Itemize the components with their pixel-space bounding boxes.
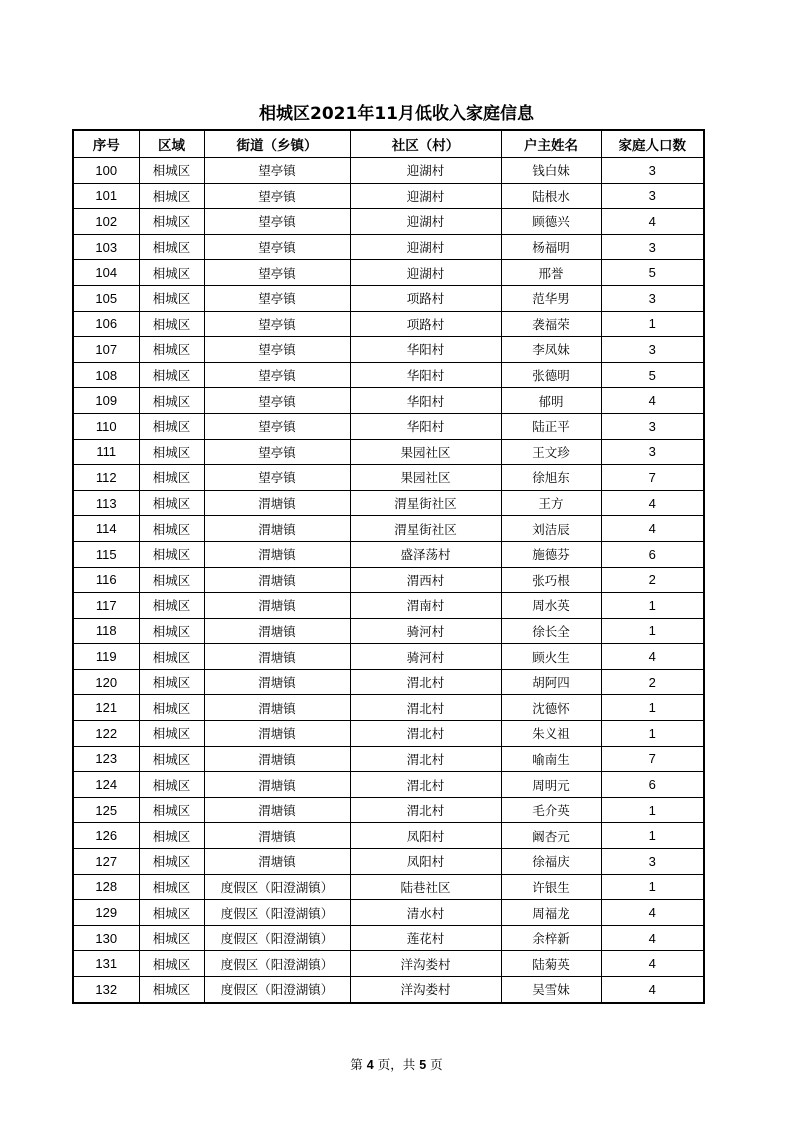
cell-index: 108: [73, 362, 139, 388]
cell-family-size: 1: [601, 797, 704, 823]
cell-community: 陆巷社区: [350, 874, 501, 900]
cell-area: 相城区: [139, 772, 204, 798]
table-row: [73, 977, 704, 1003]
cell-area: 相城区: [139, 644, 204, 670]
cell-index: 109: [73, 388, 139, 414]
cell-area: 相城区: [139, 849, 204, 875]
cell-householder: 范华男: [501, 285, 601, 311]
cell-area: 相城区: [139, 362, 204, 388]
cell-street: 渭塘镇: [204, 490, 350, 516]
cell-area: 相城区: [139, 951, 204, 977]
cell-street: 渭塘镇: [204, 772, 350, 798]
table-row: [73, 413, 704, 439]
cell-community: 迎湖村: [350, 158, 501, 184]
cell-street: 渭塘镇: [204, 797, 350, 823]
cell-index: 120: [73, 669, 139, 695]
table-body: [73, 158, 704, 1003]
cell-street: 渭塘镇: [204, 644, 350, 670]
cell-community: 洋沟娄村: [350, 951, 501, 977]
cell-community: 骑河村: [350, 644, 501, 670]
cell-index: 130: [73, 925, 139, 951]
cell-street: 望亭镇: [204, 285, 350, 311]
cell-street: 望亭镇: [204, 337, 350, 363]
cell-area: 相城区: [139, 977, 204, 1003]
data-table: [72, 129, 705, 1004]
cell-family-size: 4: [601, 977, 704, 1003]
cell-index: 123: [73, 746, 139, 772]
cell-community: 迎湖村: [350, 234, 501, 260]
cell-area: 相城区: [139, 746, 204, 772]
cell-family-size: 3: [601, 183, 704, 209]
table-row: [73, 644, 704, 670]
table-row: [73, 797, 704, 823]
table-row: [73, 260, 704, 286]
table-row: [73, 746, 704, 772]
cell-area: 相城区: [139, 797, 204, 823]
cell-householder: 陆根水: [501, 183, 601, 209]
cell-family-size: 1: [601, 721, 704, 747]
cell-householder: 许银生: [501, 874, 601, 900]
cell-family-size: 1: [601, 311, 704, 337]
cell-index: 118: [73, 618, 139, 644]
table-row: [73, 849, 704, 875]
cell-householder: 陆正平: [501, 413, 601, 439]
table-row: [73, 234, 704, 260]
cell-index: 121: [73, 695, 139, 721]
cell-index: 126: [73, 823, 139, 849]
cell-index: 102: [73, 209, 139, 235]
cell-area: 相城区: [139, 695, 204, 721]
cell-community: 渭北村: [350, 721, 501, 747]
cell-community: 洋沟娄村: [350, 977, 501, 1003]
cell-index: 106: [73, 311, 139, 337]
cell-family-size: 3: [601, 158, 704, 184]
cell-index: 115: [73, 541, 139, 567]
table-row: [73, 695, 704, 721]
cell-householder: 阚杏元: [501, 823, 601, 849]
cell-community: 渭北村: [350, 797, 501, 823]
cell-family-size: 7: [601, 465, 704, 491]
cell-householder: 袭福荣: [501, 311, 601, 337]
cell-street: 渭塘镇: [204, 746, 350, 772]
page-footer: [0, 1055, 793, 1073]
table-row: [73, 209, 704, 235]
cell-street: 望亭镇: [204, 413, 350, 439]
cell-householder: 喻南生: [501, 746, 601, 772]
cell-householder: 吴雪妹: [501, 977, 601, 1003]
footer-middle: 页，共: [377, 1057, 416, 1072]
cell-area: 相城区: [139, 209, 204, 235]
cell-community: 果园社区: [350, 465, 501, 491]
cell-community: 莲花村: [350, 925, 501, 951]
cell-community: 渭星街社区: [350, 516, 501, 542]
cell-householder: 施德芬: [501, 541, 601, 567]
cell-community: 清水村: [350, 900, 501, 926]
table-row: [73, 669, 704, 695]
cell-index: 104: [73, 260, 139, 286]
cell-community: 果园社区: [350, 439, 501, 465]
cell-community: 渭北村: [350, 772, 501, 798]
cell-index: 132: [73, 977, 139, 1003]
cell-householder: 朱义祖: [501, 721, 601, 747]
cell-householder: 郁明: [501, 388, 601, 414]
cell-community: 凤阳村: [350, 849, 501, 875]
column-header-family-size: 家庭人口数: [601, 130, 704, 158]
cell-index: 119: [73, 644, 139, 670]
cell-index: 105: [73, 285, 139, 311]
cell-family-size: 4: [601, 644, 704, 670]
cell-area: 相城区: [139, 567, 204, 593]
cell-family-size: 3: [601, 849, 704, 875]
cell-community: 盛泽荡村: [350, 541, 501, 567]
table-row: [73, 183, 704, 209]
cell-family-size: 4: [601, 209, 704, 235]
cell-street: 望亭镇: [204, 465, 350, 491]
cell-householder: 张德明: [501, 362, 601, 388]
cell-community: 华阳村: [350, 337, 501, 363]
cell-family-size: 2: [601, 567, 704, 593]
table-row: [73, 285, 704, 311]
cell-index: 127: [73, 849, 139, 875]
cell-community: 迎湖村: [350, 260, 501, 286]
cell-family-size: 4: [601, 900, 704, 926]
cell-family-size: 3: [601, 439, 704, 465]
cell-community: 渭北村: [350, 746, 501, 772]
cell-street: 渭塘镇: [204, 541, 350, 567]
cell-area: 相城区: [139, 490, 204, 516]
cell-householder: 沈德怀: [501, 695, 601, 721]
cell-householder: 周明元: [501, 772, 601, 798]
cell-family-size: 3: [601, 234, 704, 260]
table-row: [73, 337, 704, 363]
cell-householder: 周水英: [501, 593, 601, 619]
footer-prefix: 第: [350, 1057, 363, 1072]
cell-family-size: 4: [601, 516, 704, 542]
cell-householder: 王文珍: [501, 439, 601, 465]
cell-family-size: 7: [601, 746, 704, 772]
cell-family-size: 1: [601, 593, 704, 619]
cell-householder: 顾火生: [501, 644, 601, 670]
cell-family-size: 3: [601, 413, 704, 439]
cell-householder: 邢誉: [501, 260, 601, 286]
cell-street: 渭塘镇: [204, 849, 350, 875]
cell-index: 116: [73, 567, 139, 593]
table-row: [73, 362, 704, 388]
cell-area: 相城区: [139, 311, 204, 337]
footer-total-pages: 5: [419, 1058, 427, 1072]
cell-index: 110: [73, 413, 139, 439]
cell-area: 相城区: [139, 874, 204, 900]
cell-area: 相城区: [139, 260, 204, 286]
cell-street: 度假区（阳澄湖镇）: [204, 977, 350, 1003]
cell-community: 项路村: [350, 285, 501, 311]
cell-area: 相城区: [139, 465, 204, 491]
cell-area: 相城区: [139, 158, 204, 184]
cell-index: 114: [73, 516, 139, 542]
cell-street: 渭塘镇: [204, 593, 350, 619]
cell-index: 111: [73, 439, 139, 465]
table-row: [73, 541, 704, 567]
cell-householder: 余梓新: [501, 925, 601, 951]
cell-family-size: 3: [601, 337, 704, 363]
cell-street: 渭塘镇: [204, 516, 350, 542]
table-row: [73, 823, 704, 849]
footer-suffix: 页: [430, 1057, 443, 1072]
cell-street: 望亭镇: [204, 209, 350, 235]
cell-street: 度假区（阳澄湖镇）: [204, 925, 350, 951]
table-row: [73, 593, 704, 619]
table-row: [73, 311, 704, 337]
table-row: [73, 388, 704, 414]
cell-area: 相城区: [139, 337, 204, 363]
cell-community: 华阳村: [350, 413, 501, 439]
cell-area: 相城区: [139, 541, 204, 567]
cell-householder: 钱白妹: [501, 158, 601, 184]
cell-community: 华阳村: [350, 362, 501, 388]
table-row: [73, 951, 704, 977]
cell-family-size: 2: [601, 669, 704, 695]
cell-householder: 周福龙: [501, 900, 601, 926]
cell-community: 华阳村: [350, 388, 501, 414]
cell-family-size: 3: [601, 285, 704, 311]
cell-family-size: 4: [601, 490, 704, 516]
table-row: [73, 516, 704, 542]
cell-community: 渭南村: [350, 593, 501, 619]
cell-street: 望亭镇: [204, 439, 350, 465]
cell-community: 渭星街社区: [350, 490, 501, 516]
cell-family-size: 4: [601, 925, 704, 951]
cell-householder: 徐长全: [501, 618, 601, 644]
cell-family-size: 4: [601, 951, 704, 977]
cell-street: 渭塘镇: [204, 669, 350, 695]
cell-area: 相城区: [139, 439, 204, 465]
cell-area: 相城区: [139, 516, 204, 542]
table-header-row: [73, 130, 704, 158]
cell-family-size: 1: [601, 823, 704, 849]
cell-householder: 胡阿四: [501, 669, 601, 695]
cell-community: 凤阳村: [350, 823, 501, 849]
cell-area: 相城区: [139, 669, 204, 695]
table-row: [73, 439, 704, 465]
cell-area: 相城区: [139, 900, 204, 926]
cell-family-size: 4: [601, 388, 704, 414]
cell-householder: 顾德兴: [501, 209, 601, 235]
cell-householder: 张巧根: [501, 567, 601, 593]
column-header-index: 序号: [73, 130, 139, 158]
cell-area: 相城区: [139, 413, 204, 439]
cell-householder: 刘洁辰: [501, 516, 601, 542]
table-row: [73, 772, 704, 798]
cell-index: 125: [73, 797, 139, 823]
cell-area: 相城区: [139, 234, 204, 260]
column-header-area: 区域: [139, 130, 204, 158]
column-header-street: 街道（乡镇）: [204, 130, 350, 158]
cell-householder: 毛介英: [501, 797, 601, 823]
cell-area: 相城区: [139, 183, 204, 209]
cell-street: 望亭镇: [204, 311, 350, 337]
cell-index: 100: [73, 158, 139, 184]
cell-area: 相城区: [139, 593, 204, 619]
cell-index: 113: [73, 490, 139, 516]
cell-householder: 徐福庆: [501, 849, 601, 875]
cell-street: 望亭镇: [204, 362, 350, 388]
cell-community: 骑河村: [350, 618, 501, 644]
cell-family-size: 6: [601, 772, 704, 798]
cell-street: 渭塘镇: [204, 721, 350, 747]
page-title: 相城区2021年11月低收入家庭信息: [259, 104, 534, 124]
cell-index: 128: [73, 874, 139, 900]
cell-community: 项路村: [350, 311, 501, 337]
cell-street: 望亭镇: [204, 388, 350, 414]
column-header-householder: 户主姓名: [501, 130, 601, 158]
table-row: [73, 465, 704, 491]
cell-index: 112: [73, 465, 139, 491]
cell-area: 相城区: [139, 285, 204, 311]
footer-page-number: 4: [366, 1058, 374, 1072]
cell-index: 103: [73, 234, 139, 260]
cell-index: 101: [73, 183, 139, 209]
cell-street: 望亭镇: [204, 234, 350, 260]
cell-street: 望亭镇: [204, 260, 350, 286]
cell-index: 124: [73, 772, 139, 798]
cell-family-size: 1: [601, 695, 704, 721]
cell-area: 相城区: [139, 823, 204, 849]
cell-community: 渭西村: [350, 567, 501, 593]
cell-community: 迎湖村: [350, 183, 501, 209]
cell-area: 相城区: [139, 618, 204, 644]
cell-community: 渭北村: [350, 669, 501, 695]
cell-householder: 陆菊英: [501, 951, 601, 977]
cell-householder: 李凤妹: [501, 337, 601, 363]
cell-index: 107: [73, 337, 139, 363]
table-row: [73, 618, 704, 644]
cell-street: 度假区（阳澄湖镇）: [204, 951, 350, 977]
table-row: [73, 874, 704, 900]
cell-community: 渭北村: [350, 695, 501, 721]
cell-street: 渭塘镇: [204, 567, 350, 593]
cell-street: 度假区（阳澄湖镇）: [204, 874, 350, 900]
column-header-community: 社区（村）: [350, 130, 501, 158]
cell-index: 122: [73, 721, 139, 747]
cell-street: 渭塘镇: [204, 823, 350, 849]
cell-family-size: 1: [601, 618, 704, 644]
cell-community: 迎湖村: [350, 209, 501, 235]
cell-area: 相城区: [139, 388, 204, 414]
table-row: [73, 490, 704, 516]
cell-index: 129: [73, 900, 139, 926]
cell-householder: 王方: [501, 490, 601, 516]
cell-street: 渭塘镇: [204, 695, 350, 721]
table-row: [73, 567, 704, 593]
cell-index: 131: [73, 951, 139, 977]
cell-family-size: 1: [601, 874, 704, 900]
cell-street: 望亭镇: [204, 158, 350, 184]
table-row: [73, 925, 704, 951]
cell-street: 望亭镇: [204, 183, 350, 209]
cell-householder: 徐旭东: [501, 465, 601, 491]
table-row: [73, 721, 704, 747]
cell-family-size: 5: [601, 260, 704, 286]
table-row: [73, 158, 704, 184]
cell-street: 渭塘镇: [204, 618, 350, 644]
cell-family-size: 5: [601, 362, 704, 388]
cell-area: 相城区: [139, 925, 204, 951]
cell-street: 度假区（阳澄湖镇）: [204, 900, 350, 926]
cell-family-size: 6: [601, 541, 704, 567]
cell-index: 117: [73, 593, 139, 619]
cell-householder: 杨福明: [501, 234, 601, 260]
cell-area: 相城区: [139, 721, 204, 747]
table-row: [73, 900, 704, 926]
